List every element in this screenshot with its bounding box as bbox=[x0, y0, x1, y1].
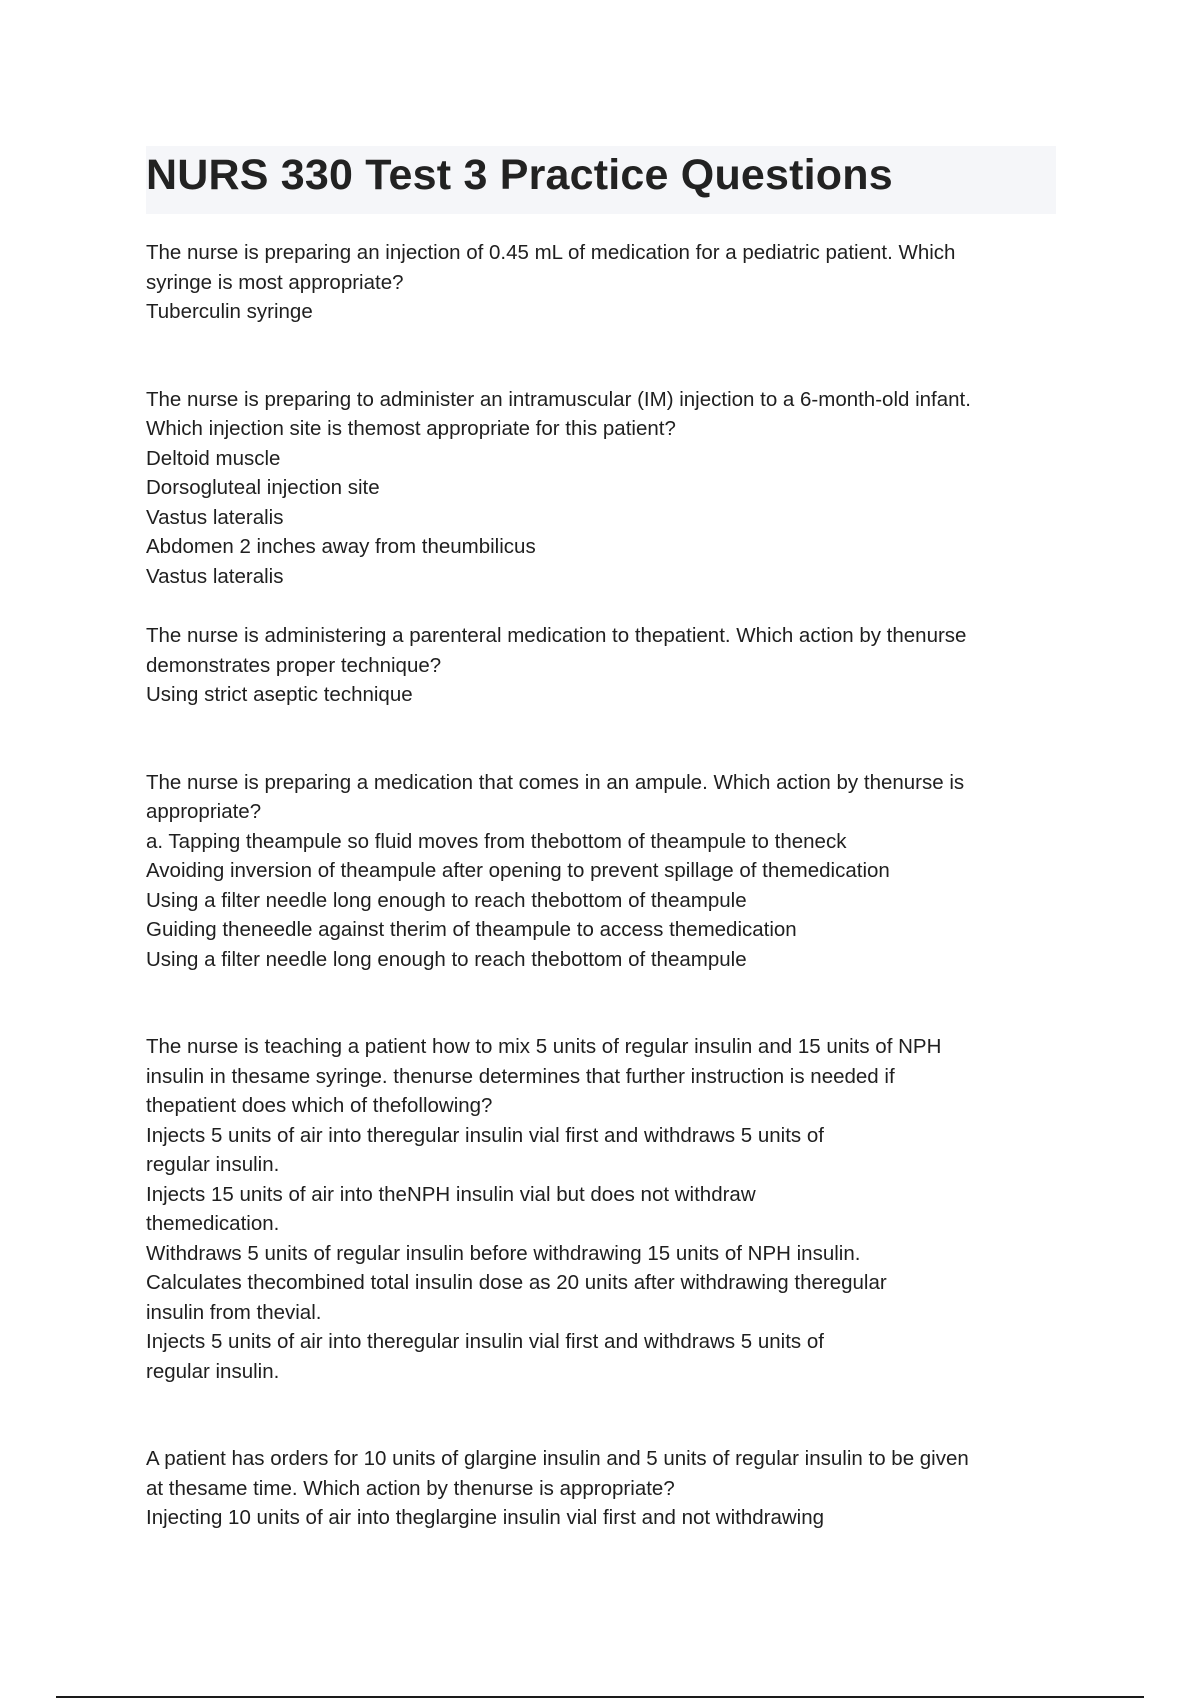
question-text: The nurse is administering a parenteral medication to thepatient. Which action by thenurse bbox=[146, 624, 967, 647]
answer-text: Vastus lateralis bbox=[146, 564, 284, 588]
question-text: thepatient does which of thefollowing? bbox=[146, 1094, 493, 1117]
question-block-5 bbox=[146, 1032, 1066, 1386]
question-block-1 bbox=[146, 238, 1066, 327]
answer-text: Injects 5 units of air into theregular insulin vial first and withdraws 5 units of bbox=[146, 1330, 824, 1353]
question-text: A patient has orders for 10 units of glargine insulin and 5 units of regular insulin to be given bbox=[146, 1447, 969, 1470]
question-list bbox=[146, 238, 1066, 1533]
answer-option: a. Tapping theampule so fluid moves from thebottom of theampule to theneck bbox=[146, 829, 847, 853]
page-bottom-divider bbox=[56, 1696, 1144, 1698]
title-banner bbox=[146, 146, 1056, 214]
question-text: insulin in thesame syringe. thenurse determines that further instruction is needed if bbox=[146, 1064, 895, 1088]
answer-option: Withdraws 5 units of regular insulin before withdrawing 15 units of NPH insulin. bbox=[146, 1241, 861, 1265]
spacer bbox=[146, 1386, 1066, 1444]
answer-text: Tuberculin syringe bbox=[146, 300, 313, 323]
spacer bbox=[146, 974, 1066, 1032]
answer-text: Using strict aseptic technique bbox=[146, 683, 413, 706]
answer-option: Avoiding inversion of theampule after opening to prevent spillage of themedication bbox=[146, 859, 890, 882]
answer-text: Injecting 10 units of air into theglargine insulin vial first and not withdrawing bbox=[146, 1506, 825, 1529]
page-title: NURS 330 Test 3 Practice Questions bbox=[146, 151, 893, 199]
question-text: Which injection site is themost appropriate for this patient? bbox=[146, 417, 676, 440]
question-text: appropriate? bbox=[146, 800, 262, 823]
answer-option: Abdomen 2 inches away from theumbilicus bbox=[146, 535, 536, 558]
answer-text: Using a filter needle long enough to reach thebottom of theampule bbox=[146, 947, 747, 971]
question-text: The nurse is preparing an injection of 0.45 mL of medication for a pediatric patient. Which bbox=[146, 241, 956, 264]
answer-option: Guiding theneedle against therim of theampule to access themedication bbox=[146, 918, 797, 941]
spacer bbox=[146, 591, 1066, 621]
answer-text: regular insulin. bbox=[146, 1359, 280, 1383]
question-block-3 bbox=[146, 621, 1066, 710]
answer-option: Dorsogluteal injection site bbox=[146, 476, 380, 499]
question-text: The nurse is teaching a patient how to mix 5 units of regular insulin and 15 units of NPH bbox=[146, 1035, 942, 1058]
answer-option: insulin from thevial. bbox=[146, 1300, 322, 1324]
answer-option: themedication. bbox=[146, 1212, 280, 1235]
spacer bbox=[146, 327, 1066, 385]
answer-option: Using a filter needle long enough to reach thebottom of theampule bbox=[146, 888, 747, 912]
spacer bbox=[146, 710, 1066, 768]
answer-option: Calculates thecombined total insulin dose as 20 units after withdrawing theregular bbox=[146, 1271, 887, 1294]
question-text: syringe is most appropriate? bbox=[146, 270, 404, 294]
answer-option: Injects 15 units of air into theNPH insulin vial but does not withdraw bbox=[146, 1182, 756, 1206]
question-text: The nurse is preparing a medication that comes in an ampule. Which action by thenurse is bbox=[146, 770, 965, 794]
answer-option: regular insulin. bbox=[146, 1153, 280, 1176]
answer-option: Deltoid muscle bbox=[146, 446, 281, 470]
question-block-2 bbox=[146, 385, 1066, 592]
question-block-4 bbox=[146, 768, 1066, 975]
question-text: at thesame time. Which action by thenurse is appropriate? bbox=[146, 1476, 675, 1500]
question-text: The nurse is preparing to administer an intramuscular (IM) injection to a 6-month-old infant. bbox=[146, 387, 971, 411]
question-text: demonstrates proper technique? bbox=[146, 653, 442, 677]
question-block-6 bbox=[146, 1444, 1066, 1533]
answer-option: Injects 5 units of air into theregular insulin vial first and withdraws 5 units of bbox=[146, 1123, 824, 1147]
answer-option: Vastus lateralis bbox=[146, 505, 284, 529]
